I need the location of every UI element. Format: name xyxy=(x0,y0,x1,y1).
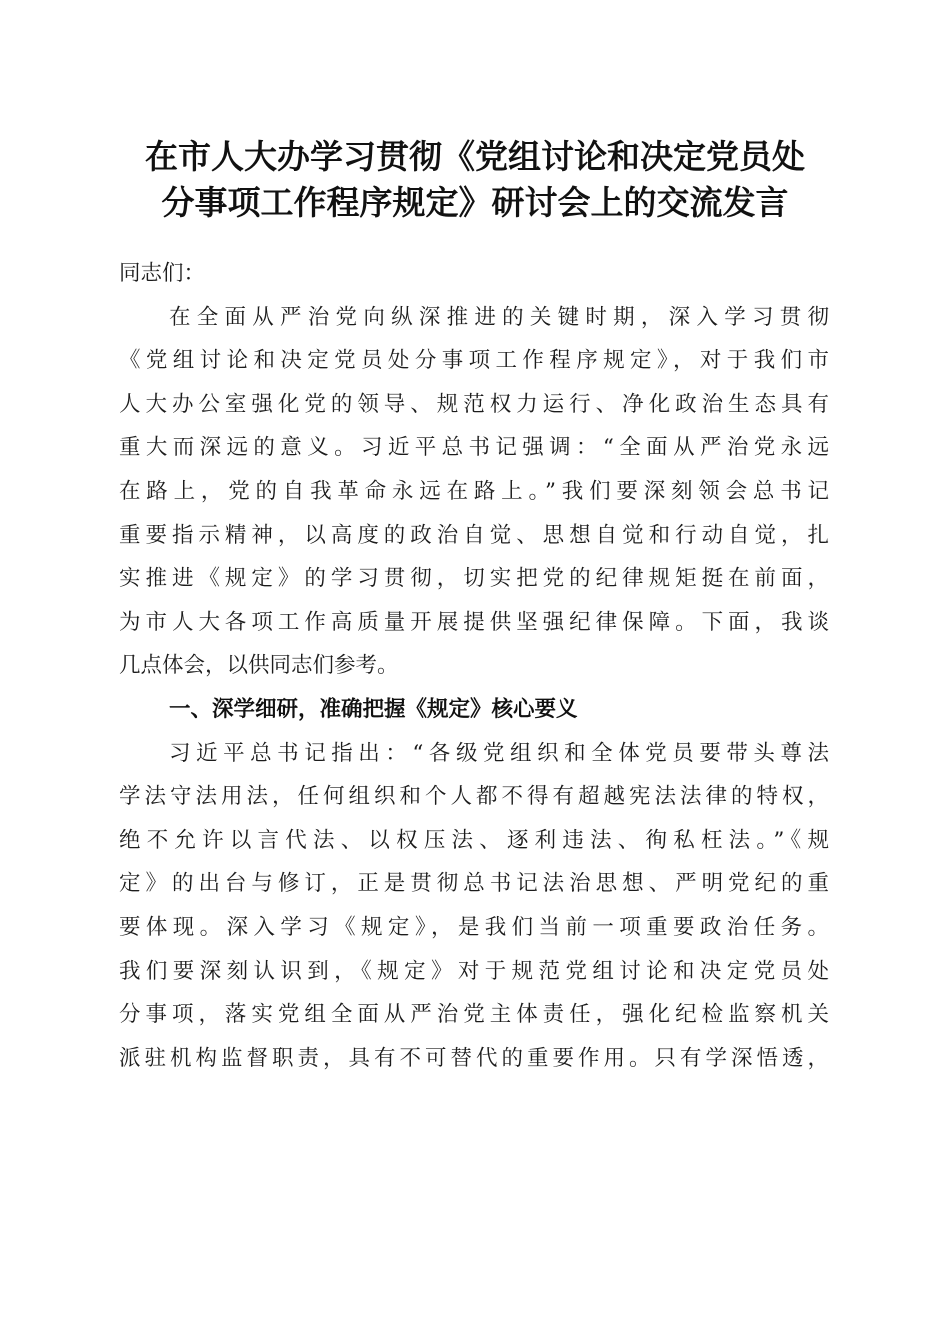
paragraph-line: 实推进《规定》的学习贯彻，切实把党的纪律规矩挺在前面， xyxy=(119,566,829,592)
paragraph-1 xyxy=(119,296,829,688)
title-line-1: 在市人大办学习贯彻《党组讨论和决定党员处 xyxy=(145,137,805,176)
paragraph-line: 在全面从严治党向纵深推进的关键时期，深入学习贯彻 xyxy=(169,304,829,330)
document-title xyxy=(100,134,850,226)
paragraph-2 xyxy=(119,732,829,1081)
paragraph-line: 派驻机构监督职责，具有不可替代的重要作用。只有学深悟透， xyxy=(119,1045,829,1071)
paragraph-line: 为市人大各项工作高质量开展提供坚强纪律保障。下面，我谈 xyxy=(119,609,829,635)
paragraph-line: 定》的出台与修订，正是贯彻总书记法治思想、严明党纪的重 xyxy=(119,871,829,897)
title-line-2: 分事项工作程序规定》研讨会上的交流发言 xyxy=(161,183,789,222)
salutation: 同志们： xyxy=(119,261,206,286)
paragraph-line: 重大而深远的意义。习近平总书记强调：“全面从严治党永远 xyxy=(119,435,829,461)
paragraph-line: 几点体会，以供同志们参考。 xyxy=(119,653,399,679)
paragraph-line: 绝不允许以言代法、以权压法、逐利违法、徇私枉法。”《规 xyxy=(119,827,829,853)
document-body xyxy=(119,252,829,1080)
paragraph-line: 分事项，落实党组全面从严治党主体责任，强化纪检监察机关 xyxy=(119,1002,829,1028)
paragraph-line: 重要指示精神，以高度的政治自觉、思想自觉和行动自觉，扎 xyxy=(119,522,829,548)
paragraph-line: 人大办公室强化党的领导、规范权力运行、净化政治生态具有 xyxy=(119,391,829,417)
paragraph-line: 要体现。深入学习《规定》，是我们当前一项重要政治任务。 xyxy=(119,914,829,940)
paragraph-line: 《党组讨论和决定党员处分事项工作程序规定》，对于我们市 xyxy=(119,348,829,374)
paragraph-line: 学法守法用法，任何组织和个人都不得有超越宪法法律的特权， xyxy=(119,784,829,810)
paragraph-line: 习近平总书记指出：“各级党组织和全体党员要带头尊法 xyxy=(169,740,829,766)
section-heading: 一、深学细研，准确把握《规定》核心要义 xyxy=(169,696,578,722)
paragraph-line: 在路上，党的自我革命永远在路上。”我们要深刻领会总书记 xyxy=(119,478,829,504)
paragraph-line: 我们要深刻认识到，《规定》对于规范党组讨论和决定党员处 xyxy=(119,958,829,984)
